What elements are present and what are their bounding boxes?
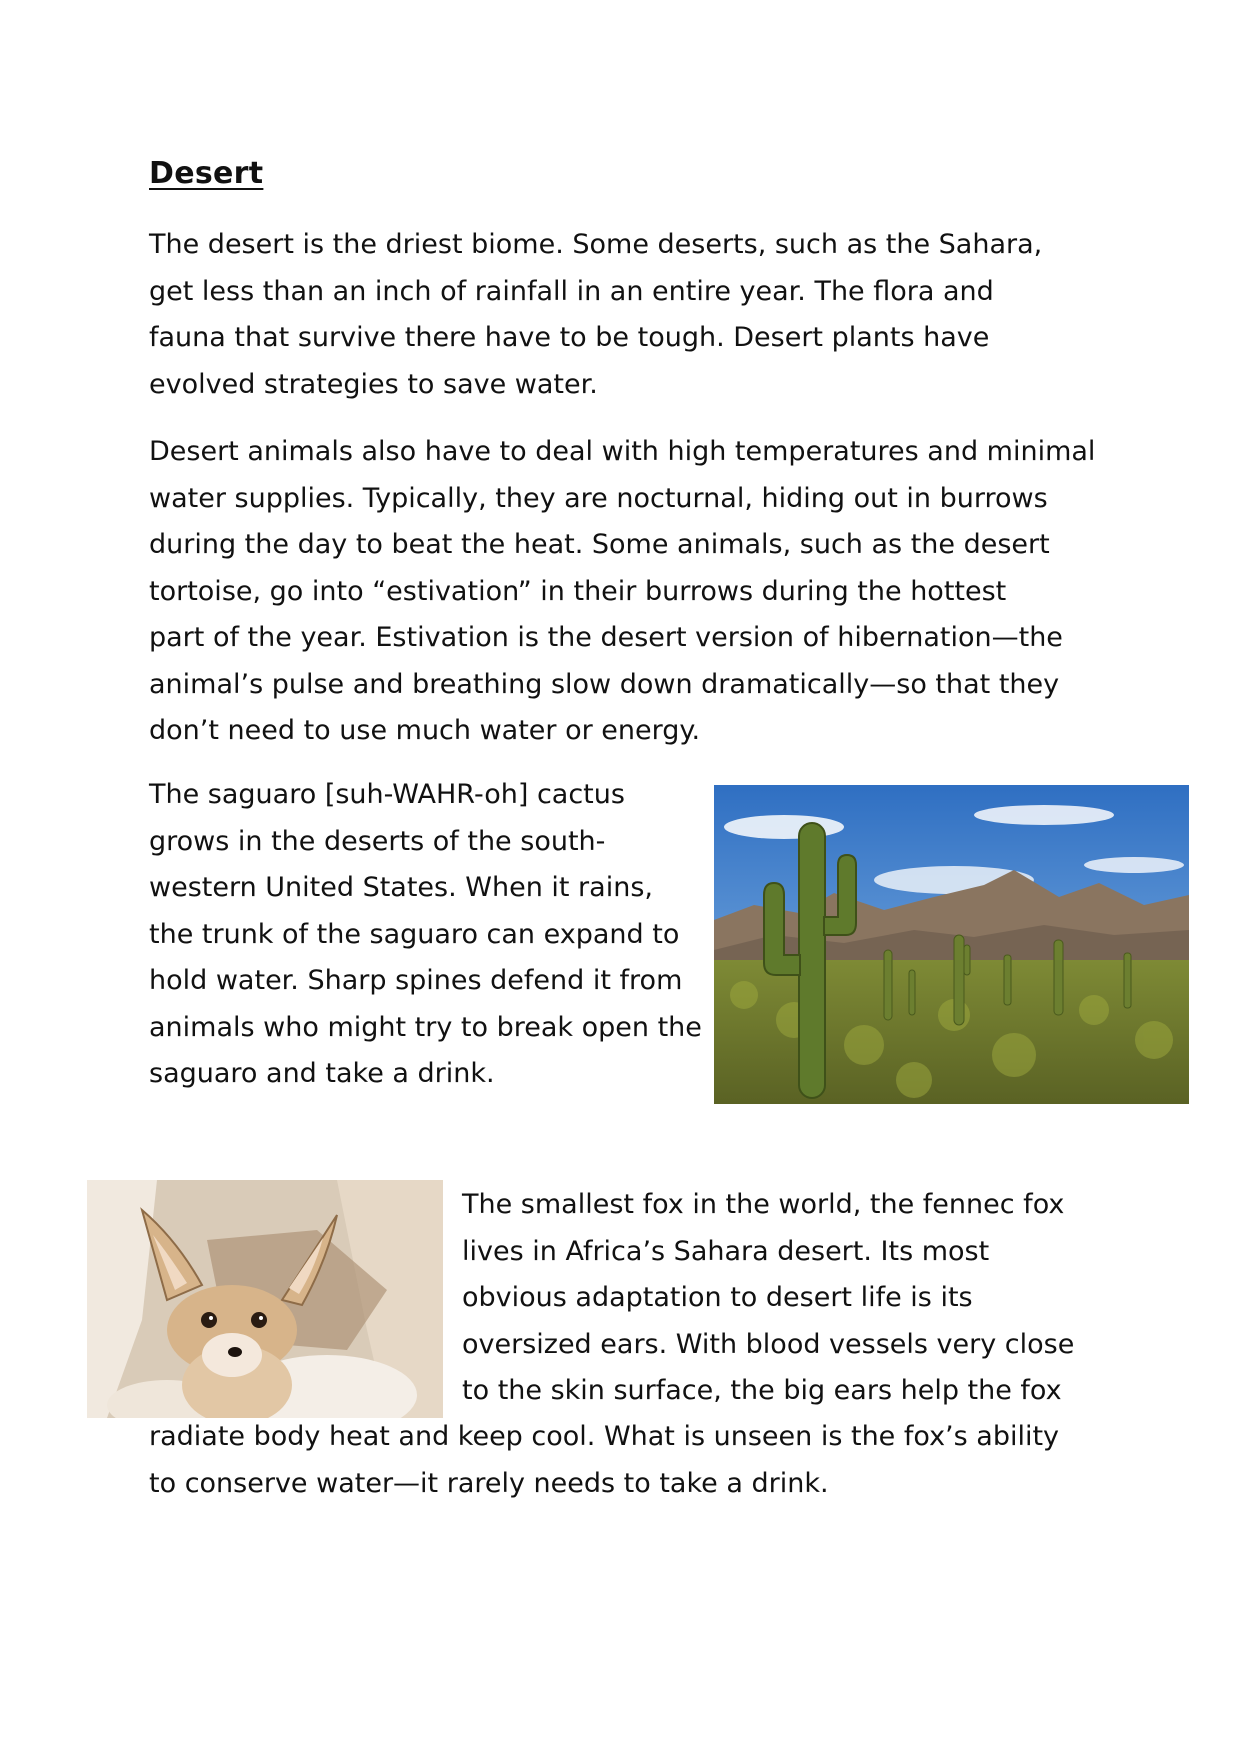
- text-line: western United States. When it rains,: [149, 872, 653, 903]
- page-title: Desert: [149, 156, 264, 191]
- text-line: tortoise, go into “estivation” in their burrows during the hottest: [149, 575, 1007, 607]
- text-line: The saguaro [suh-WAHR-oh] cactus: [149, 779, 625, 810]
- text-line: during the day to beat the heat. Some animals, such as the desert: [149, 529, 1050, 560]
- text-line: water supplies. Typically, they are nocturnal, hiding out in burrows: [149, 482, 1048, 514]
- paragraph-saguaro: [149, 772, 702, 1098]
- paragraph-animals: [149, 429, 1095, 755]
- text-line: hold water. Sharp spines defend it from: [149, 965, 683, 996]
- paragraph-fennec-fox-continued: [149, 1414, 1059, 1507]
- paragraph-fennec-fox-beside-image: [462, 1182, 1074, 1415]
- text-line: The desert is the driest biome. Some deserts, such as the Sahara,: [149, 229, 1043, 260]
- text-line: lives in Africa’s Sahara desert. Its most: [462, 1235, 990, 1267]
- paragraph-intro: [149, 222, 1042, 408]
- text-line: evolved strategies to save water.: [149, 368, 598, 400]
- text-line: grows in the deserts of the south-: [149, 825, 606, 857]
- text-line: The smallest fox in the world, the fennec fox: [462, 1189, 1065, 1220]
- text-line: animal’s pulse and breathing slow down dramatically—so that they: [149, 668, 1060, 700]
- text-line: fauna that survive there have to be tough. Desert plants have: [149, 322, 990, 353]
- text-line: radiate body heat and keep cool. What is unseen is the fox’s ability: [149, 1421, 1060, 1452]
- text-line: oversized ears. With blood vessels very close: [462, 1328, 1075, 1360]
- text-line: get less than an inch of rainfall in an entire year. The flora and: [149, 275, 994, 307]
- text-line: don’t need to use much water or energy.: [149, 715, 701, 746]
- saguaro-cactus-photo: [714, 785, 1189, 1104]
- fennec-fox-photo: [87, 1180, 443, 1418]
- text-line: animals who might try to break open the: [149, 1011, 702, 1043]
- text-line: to the skin surface, the big ears help the fox: [462, 1375, 1062, 1406]
- text-line: part of the year. Estivation is the desert version of hibernation—the: [149, 622, 1063, 653]
- text-line: the trunk of the saguaro can expand to: [149, 918, 680, 950]
- text-line: Desert animals also have to deal with high temperatures and minimal: [149, 436, 1096, 467]
- text-line: saguaro and take a drink.: [149, 1058, 495, 1089]
- text-line: obvious adaptation to desert life is its: [462, 1282, 973, 1313]
- text-line: to conserve water—it rarely needs to take a drink.: [149, 1467, 829, 1499]
